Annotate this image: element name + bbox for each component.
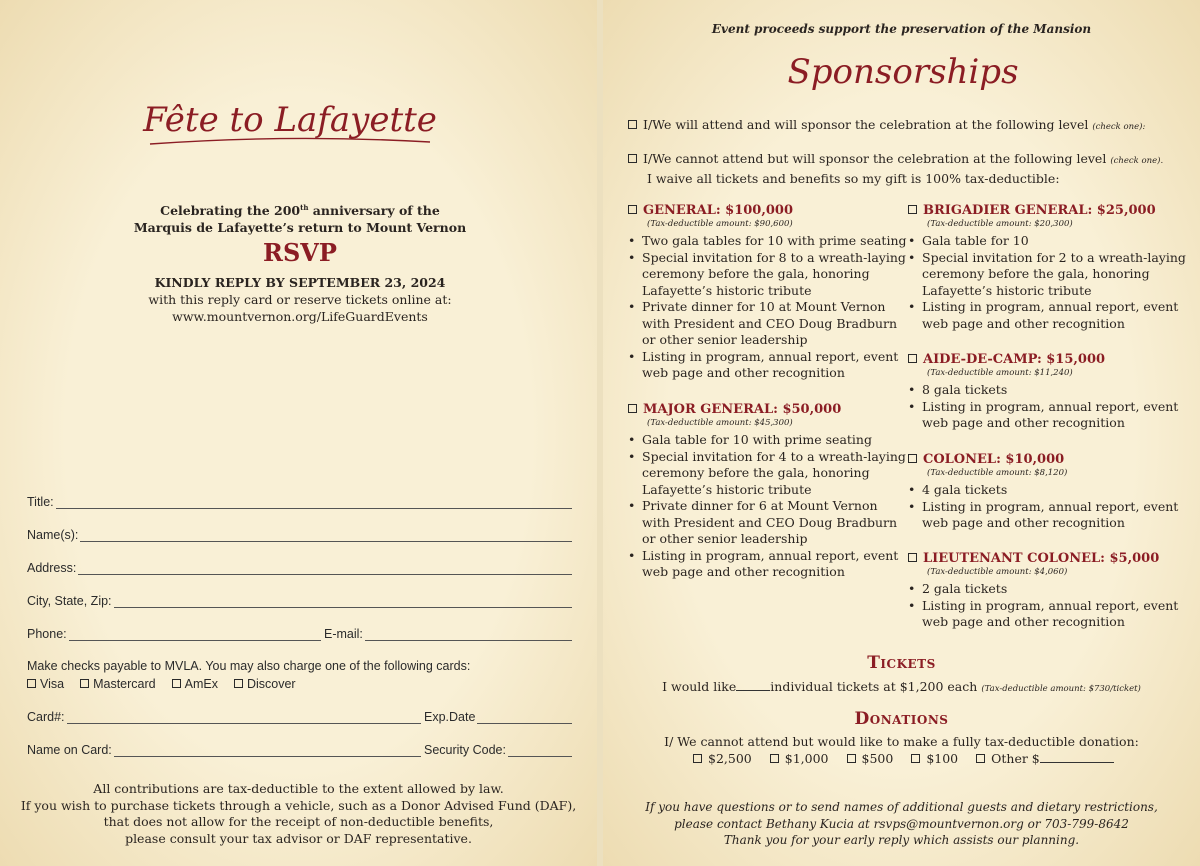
card-label: Mastercard: [93, 677, 156, 691]
donation-label: $100: [926, 751, 959, 766]
card-option-amex[interactable]: [172, 677, 218, 691]
name-on-card-field[interactable]: [27, 743, 421, 757]
checkbox-icon[interactable]: [628, 404, 637, 413]
name-on-card-line[interactable]: [114, 744, 421, 757]
donation-option-other[interactable]: [976, 751, 1114, 766]
benefit-item: • Special invitation for 4 to a wreath-laying ceremony before the gala, honoring Lafayette’s historic tribute: [628, 449, 908, 499]
contact-footer: [603, 799, 1200, 849]
donation-label: $2,500: [708, 751, 752, 766]
level-title[interactable]: [908, 452, 1188, 467]
benefit-item: • Special invitation for 8 to a wreath-laying ceremony before the gala, honoring Lafayette’s historic tribute: [628, 250, 908, 300]
checkbox-icon[interactable]: [908, 553, 917, 562]
disclaimer-line: All contributions are tax-deductible to the extent allowed by law.: [93, 781, 504, 796]
disclaimer-line: that does not allow for the receipt of non-deductible benefits,: [103, 814, 494, 829]
checkbox-icon[interactable]: [847, 754, 856, 763]
address-label: Address:: [27, 561, 77, 575]
checkbox-icon[interactable]: [80, 679, 89, 688]
checkbox-icon[interactable]: [628, 205, 637, 214]
level-colonel: [908, 452, 1188, 532]
benefit-item: • Gala table for 10: [908, 233, 1188, 250]
tickets-heading: Tickets: [867, 653, 936, 673]
footer-line: Thank you for your early reply which assists our planning.: [723, 833, 1080, 847]
level-title[interactable]: [908, 352, 1188, 367]
tickets-post: individual tickets at $1,200 each: [770, 679, 978, 694]
names-label: Name(s):: [27, 528, 79, 542]
attend-check-one: (check one):: [1092, 122, 1146, 132]
checkbox-icon[interactable]: [976, 754, 985, 763]
tickets-line: [603, 679, 1200, 694]
title-label: Title:: [27, 495, 54, 509]
city-label: City, State, Zip:: [27, 594, 112, 608]
celebrating-line2: Marquis de Lafayette’s return to Mount Vernon: [133, 220, 467, 236]
level-benefits: [908, 482, 1188, 532]
waive-benefits-text: I waive all tickets and benefits so my gift is 100% tax-deductible:: [647, 171, 1060, 186]
reply-method: with this reply card or reserve tickets online at:: [148, 292, 452, 307]
cannot-attend-sponsor-option[interactable]: [628, 150, 1188, 187]
city-state-zip-field[interactable]: [27, 594, 572, 608]
level-title-text: AIDE-DE-CAMP: $15,000: [923, 352, 1106, 367]
event-title-text: Fête to Lafayette: [143, 100, 437, 140]
phone-field[interactable]: [27, 627, 321, 641]
level-brigadier-general: [908, 203, 1188, 332]
level-aide-de-camp: [908, 352, 1188, 432]
level-benefits: [908, 581, 1188, 631]
card-option-discover[interactable]: [234, 677, 296, 691]
checkbox-icon[interactable]: [628, 120, 637, 129]
proceeds-note: Event proceeds support the preservation of the Mansion: [711, 22, 1092, 36]
reply-deadline: KINDLY REPLY BY SEPTEMBER 23, 2024: [154, 275, 446, 290]
disclaimer-line: please consult your tax advisor or DAF representative.: [125, 830, 472, 846]
exp-date-label: Exp.Date: [424, 710, 476, 724]
names-line[interactable]: [80, 529, 572, 542]
cannot-option-label: I/We cannot attend but will sponsor the celebration at the following level: [643, 151, 1107, 166]
donation-options: [693, 751, 1153, 766]
celebrating-post: anniversary of the: [308, 203, 440, 219]
celebrating-pre: Celebrating the 200: [160, 203, 301, 219]
attend-option-label: I/We will attend and will sponsor the celebration at the following level: [643, 117, 1089, 132]
level-benefits: [908, 382, 1188, 432]
donations-text: I/ We cannot attend but would like to make a fully tax-deductible donation:: [664, 734, 1139, 749]
card-type-options: [27, 677, 296, 691]
event-script-title: [120, 100, 460, 150]
level-general: [628, 203, 908, 382]
rsvp-heading: RSVP: [263, 238, 337, 267]
email-field[interactable]: [324, 627, 572, 641]
checks-payable-text: Make checks payable to MVLA. You may also charge one of the following cards:: [27, 659, 471, 673]
level-benefits: [628, 432, 908, 581]
other-amount-line[interactable]: [1040, 752, 1114, 763]
level-title-text: BRIGADIER GENERAL: $25,000: [923, 203, 1156, 218]
sponsorships-title-text: Sponsorships: [787, 52, 1019, 92]
level-tax: (Tax-deductible amount: $4,060): [927, 567, 1068, 577]
donations-heading: Donations: [854, 709, 949, 729]
card-number-label: Card#:: [27, 710, 65, 724]
level-title[interactable]: [908, 203, 1188, 218]
security-code-field[interactable]: [424, 743, 572, 757]
donation-option-1000[interactable]: [770, 751, 829, 766]
benefit-item: • 8 gala tickets: [908, 382, 1188, 399]
benefit-item: • Listing in program, annual report, event web page and other recognition: [908, 499, 1188, 532]
benefit-item: • Private dinner for 6 at Mount Vernon with President and CEO Doug Bradburn or other senior leadership: [628, 498, 908, 548]
donation-label: $500: [861, 751, 894, 766]
card-option-visa[interactable]: [27, 677, 64, 691]
card-label: AmEx: [184, 677, 218, 691]
sponsorships-script-title: [703, 52, 1103, 92]
level-tax: (Tax-deductible amount: $11,240): [927, 368, 1073, 378]
checkbox-icon[interactable]: [234, 679, 243, 688]
benefit-item: • 4 gala tickets: [908, 482, 1188, 499]
checkbox-icon[interactable]: [908, 205, 917, 214]
level-title-text: LIEUTENANT COLONEL: $5,000: [923, 551, 1160, 566]
benefit-item: • Private dinner for 10 at Mount Vernon with President and CEO Doug Bradburn or other senior leadership: [628, 299, 908, 349]
card-number-line[interactable]: [67, 711, 421, 724]
level-benefits: [628, 233, 908, 382]
address-field[interactable]: [27, 561, 572, 575]
checkbox-icon[interactable]: [27, 679, 36, 688]
card-option-mastercard[interactable]: [80, 677, 156, 691]
level-title[interactable]: [628, 402, 908, 417]
donation-option-100[interactable]: [911, 751, 958, 766]
city-line[interactable]: [114, 595, 572, 608]
level-lieutenant-colonel: [908, 551, 1188, 631]
level-title-text: GENERAL: $100,000: [643, 203, 794, 218]
benefit-item: • Listing in program, annual report, event web page and other recognition: [628, 349, 908, 382]
benefit-item: • Gala table for 10 with prime seating: [628, 432, 908, 449]
name-on-card-label: Name on Card:: [27, 743, 112, 757]
card-label: Visa: [40, 677, 65, 691]
level-tax: (Tax-deductible amount: $45,300): [647, 418, 793, 428]
disclaimer-line: If you wish to purchase tickets through a vehicle, such as a Donor Advised Fund (DAF),: [20, 797, 577, 813]
footer-line: If you have questions or to send names of additional guests and dietary restrictions,: [645, 800, 1158, 814]
checkbox-icon[interactable]: [908, 354, 917, 363]
checkbox-icon[interactable]: [172, 679, 181, 688]
level-tax: (Tax-deductible amount: $20,300): [927, 219, 1073, 229]
celebrating-sup: th: [300, 203, 309, 212]
title-field[interactable]: [27, 495, 572, 509]
level-title-text: COLONEL: $10,000: [923, 452, 1065, 467]
names-field[interactable]: [27, 528, 572, 542]
donation-option-500[interactable]: [847, 751, 894, 766]
tax-disclaimer: [20, 781, 577, 847]
benefit-item: • 2 gala tickets: [908, 581, 1188, 598]
donation-label: Other $: [991, 751, 1040, 766]
level-tax: (Tax-deductible amount: $8,120): [927, 468, 1068, 478]
donation-label: $1,000: [784, 751, 829, 766]
tickets-pre: I would like: [662, 679, 737, 694]
celebrating-heading: [100, 199, 500, 236]
footer-line: please contact Bethany Kucia at rsvps@mountvernon.org or 703-799-8642: [674, 816, 1129, 831]
level-benefits: [908, 233, 1188, 332]
level-title[interactable]: [908, 551, 1188, 566]
checkbox-icon[interactable]: [770, 754, 779, 763]
card-label: Discover: [246, 677, 296, 691]
level-major-general: [628, 402, 908, 581]
tickets-quantity-line[interactable]: [736, 680, 770, 691]
security-code-line[interactable]: [508, 744, 572, 757]
level-title[interactable]: [628, 203, 908, 218]
checkbox-icon[interactable]: [908, 454, 917, 463]
benefit-item: • Listing in program, annual report, event web page and other recognition: [628, 548, 908, 581]
reply-url[interactable]: www.mountvernon.org/LifeGuardEvents: [172, 309, 428, 324]
tickets-tax: (Tax-deductible amount: $730/ticket): [981, 684, 1141, 694]
level-tax: (Tax-deductible amount: $90,600): [647, 219, 793, 229]
exp-date-line[interactable]: [477, 711, 572, 724]
exp-date-field[interactable]: [424, 710, 572, 724]
checkbox-icon[interactable]: [911, 754, 920, 763]
phone-line[interactable]: [69, 628, 321, 641]
card-number-field[interactable]: [27, 710, 421, 724]
checkbox-icon[interactable]: [628, 154, 637, 163]
email-line[interactable]: [365, 628, 572, 641]
benefit-item: • Special invitation for 2 to a wreath-laying ceremony before the gala, honoring Lafayette’s historic tribute: [908, 250, 1188, 300]
address-line[interactable]: [78, 562, 572, 575]
attend-sponsor-option[interactable]: [628, 117, 1188, 132]
benefit-item: • Two gala tables for 10 with prime seating: [628, 233, 908, 250]
benefit-item: • Listing in program, annual report, event web page and other recognition: [908, 399, 1188, 432]
rsvp-card-panel: [0, 0, 597, 866]
benefit-item: • Listing in program, annual report, event web page and other recognition: [908, 299, 1188, 332]
phone-label: Phone:: [27, 627, 67, 641]
checkbox-icon[interactable]: [693, 754, 702, 763]
title-line[interactable]: [56, 496, 572, 509]
cannot-check-one: (check one).: [1110, 156, 1164, 166]
security-code-label: Security Code:: [424, 743, 506, 757]
sponsorships-panel: [603, 0, 1200, 866]
donation-option-2500[interactable]: [693, 751, 752, 766]
benefit-item: • Listing in program, annual report, event web page and other recognition: [908, 598, 1188, 631]
email-label: E-mail:: [324, 627, 363, 641]
level-title-text: MAJOR GENERAL: $50,000: [643, 402, 842, 417]
reply-instructions: [100, 274, 500, 325]
